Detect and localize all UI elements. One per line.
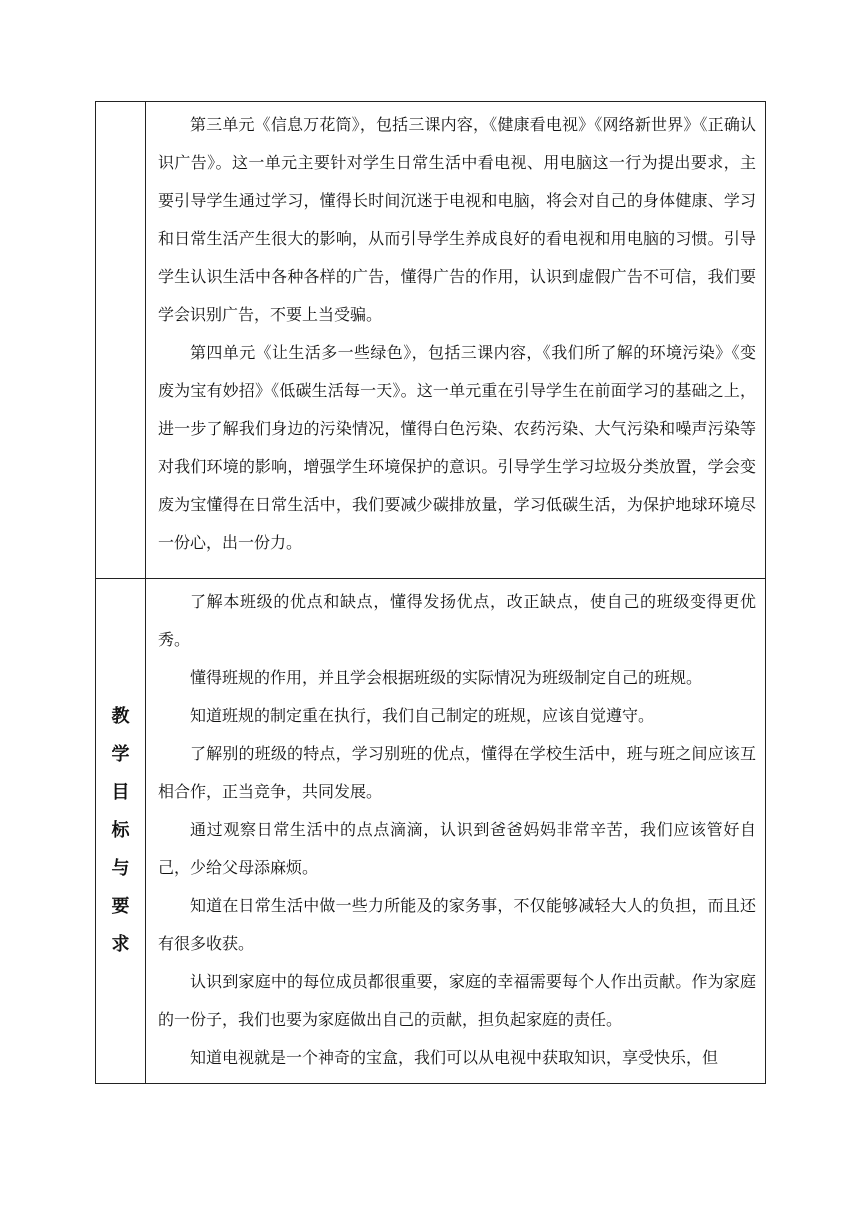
objective-paragraph: 知道在日常生活中做一些力所能及的家务事，不仅能够减轻大人的负担，而且还有很多收获。 <box>158 896 756 953</box>
table-row-units <box>96 102 766 579</box>
objectives-label: 教学目标与要求 <box>111 706 130 955</box>
objective-paragraph: 懂得班规的作用，并且学会根据班级的实际情况为班级制定自己的班规。 <box>190 668 703 687</box>
objective-paragraph: 了解别的班级的特点，学习别班的优点，懂得在学校生活中，班与班之间应该互相合作，正当竞争，共同发展。 <box>158 744 756 801</box>
row-content-cell <box>146 102 766 579</box>
paragraph-unit-3: 第三单元《信息万花筒》，包括三课内容，《健康看电视》《网络新世界》《正确认识广告》。这一单元主要针对学生日常生活中看电视、用电脑这一行为提出要求，主要引导学生通过学习，懂得长时间沉迷于电视和电脑，将会对自己的身体健康、学习和日常生活产生很大的影响，从而引导学生养成良好的看电视和用电脑的习惯。引导学生认识生活中各种各样的广告，懂得广告的作用，认识到虚假广告不可信，我们要学会识别广告，不要上当受骗。 <box>158 115 756 324</box>
row-label-cell <box>96 102 146 579</box>
table-row-objectives <box>96 579 766 1084</box>
objective-paragraph: 通过观察日常生活中的点点滴滴，认识到爸爸妈妈非常辛苦，我们应该管好自己，少给父母添麻烦。 <box>158 820 756 877</box>
row-content-cell <box>146 579 766 1084</box>
objective-paragraph: 认识到家庭中的每位成员都很重要，家庭的幸福需要每个人作出贡献。作为家庭的一份子，我们也要为家庭做出自己的贡献，担负起家庭的责任。 <box>158 972 756 1029</box>
objective-paragraph: 知道电视就是一个神奇的宝盒，我们可以从电视中获取知识，享受快乐，但 <box>190 1048 719 1067</box>
objective-paragraph: 了解本班级的优点和缺点，懂得发扬优点，改正缺点，使自己的班级变得更优秀。 <box>158 592 756 649</box>
row-label-cell <box>96 579 146 1084</box>
content-table <box>95 101 766 1084</box>
objective-paragraph: 知道班规的制定重在执行，我们自己制定的班规，应该自觉遵守。 <box>190 706 655 725</box>
paragraph-unit-4: 第四单元《让生活多一些绿色》，包括三课内容，《我们所了解的环境污染》《变废为宝有妙招》《低碳生活每一天》。这一单元重在引导学生在前面学习的基础之上，进一步了解我们身边的污染情况，懂得白色污染、农药污染、大气污染和噪声污染等对我们环境的影响，增强学生环境保护的意识。引导学生学习垃圾分类放置，学会变废为宝懂得在日常生活中，我们要减少碳排放量，学习低碳生活，为保护地球环境尽一份心，出一份力。 <box>158 343 756 552</box>
